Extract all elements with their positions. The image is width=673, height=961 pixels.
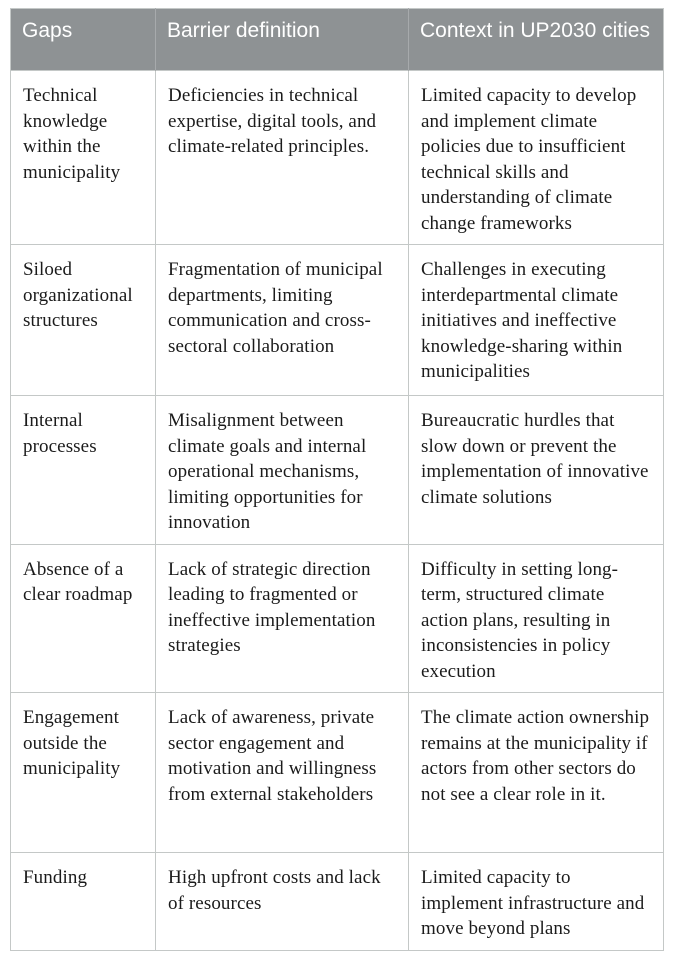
context-cell: Limited capacity to implement infrastructure and move beyond plans xyxy=(409,853,664,951)
context-cell: Challenges in executing interdepartmental climate initiatives and ineffective knowledge-sharing within municipalities xyxy=(409,245,664,396)
gap-cell: Internal processes xyxy=(11,396,156,545)
barrier-cell: Lack of strategic direction leading to fragmented or ineffective implementation strategies xyxy=(156,544,409,693)
table-row xyxy=(11,693,664,853)
table-row xyxy=(11,71,664,245)
gaps-barriers-table xyxy=(10,8,664,951)
column-header-gaps: Gaps xyxy=(11,9,156,71)
column-header-barrier-definition: Barrier definition xyxy=(156,9,409,71)
context-cell: Bureaucratic hurdles that slow down or prevent the implementation of innovative climate solutions xyxy=(409,396,664,545)
gap-cell: Technical knowledge within the municipality xyxy=(11,71,156,245)
header-row xyxy=(11,9,664,71)
barrier-cell: Lack of awareness, private sector engagement and motivation and willingness from external stakeholders xyxy=(156,693,409,853)
table-row xyxy=(11,396,664,545)
table-row xyxy=(11,245,664,396)
barrier-cell: Deficiencies in technical expertise, digital tools, and climate-related principles. xyxy=(156,71,409,245)
barrier-cell: Misalignment between climate goals and internal operational mechanisms, limiting opportunities for innovation xyxy=(156,396,409,545)
table-row xyxy=(11,544,664,693)
context-cell: Difficulty in setting long-term, structured climate action plans, resulting in inconsistencies in policy execution xyxy=(409,544,664,693)
context-cell: The climate action ownership remains at the municipality if actors from other sectors do not see a clear role in it. xyxy=(409,693,664,853)
column-header-context-up2030: Context in UP2030 cities xyxy=(409,9,664,71)
barrier-cell: High upfront costs and lack of resources xyxy=(156,853,409,951)
table-row xyxy=(11,853,664,951)
barrier-cell: Fragmentation of municipal departments, limiting communication and cross-sectoral collaboration xyxy=(156,245,409,396)
context-cell: Limited capacity to develop and implement climate policies due to insufficient technical skills and understanding of climate change frameworks xyxy=(409,71,664,245)
gap-cell: Funding xyxy=(11,853,156,951)
gap-cell: Absence of a clear roadmap xyxy=(11,544,156,693)
gap-cell: Siloed organizational structures xyxy=(11,245,156,396)
gap-cell: Engagement outside the municipality xyxy=(11,693,156,853)
